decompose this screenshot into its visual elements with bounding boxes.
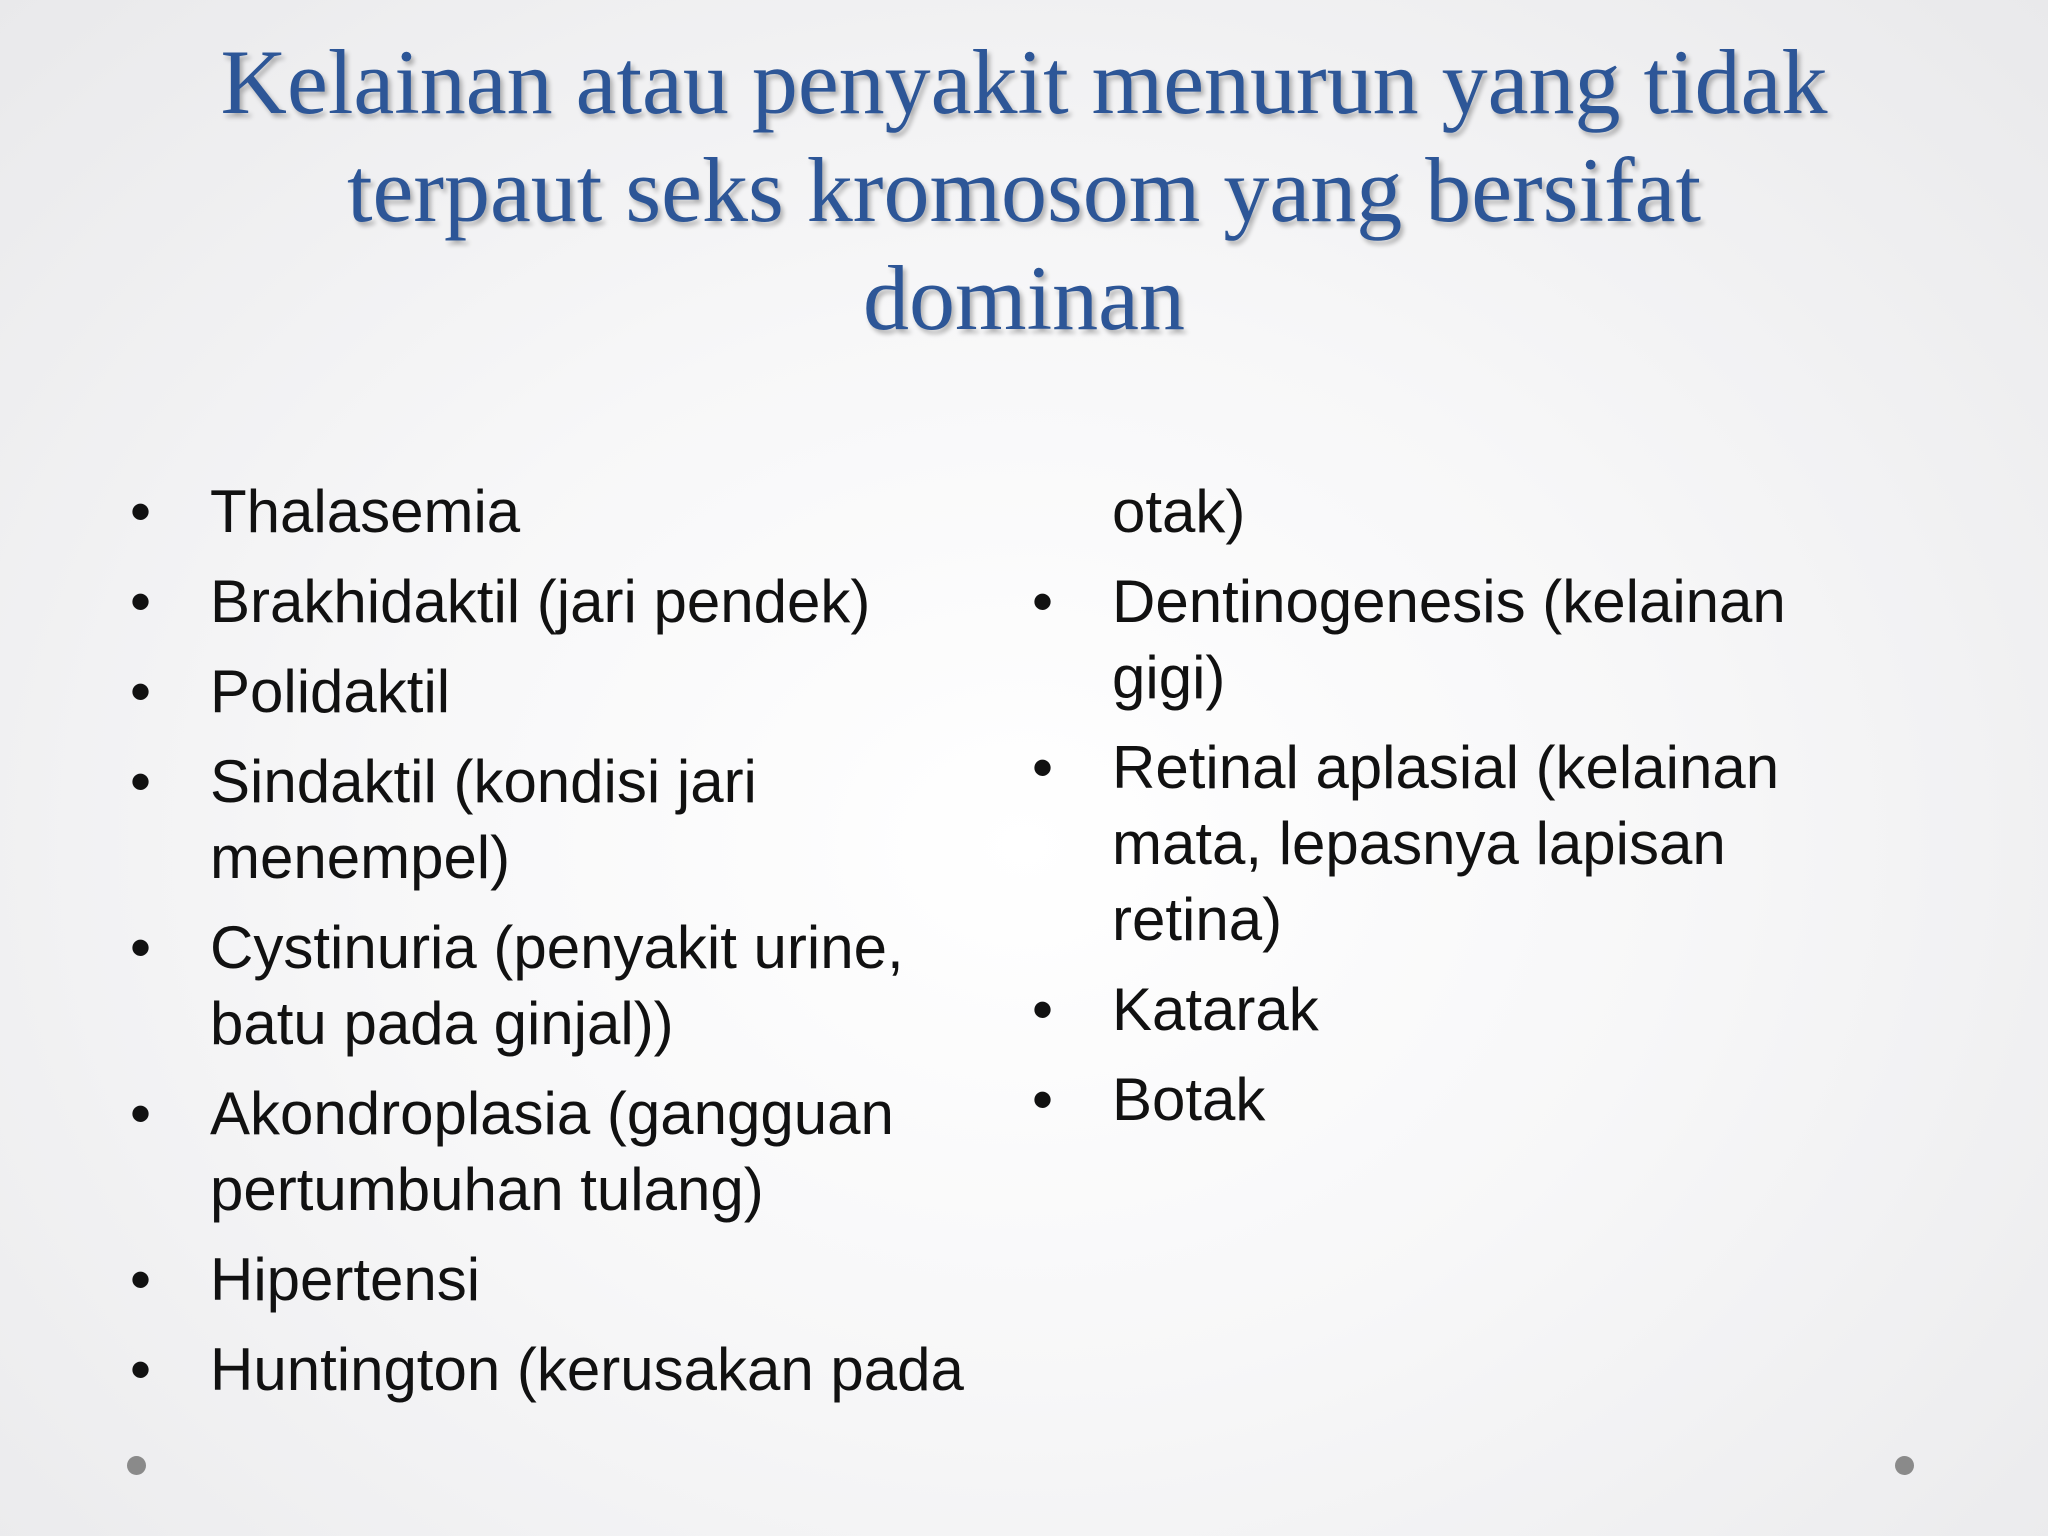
bullet-icon: • (1032, 734, 1054, 801)
decorative-dot-icon-left (127, 1456, 146, 1475)
left-bullet-list (130, 474, 1030, 1422)
list-item-text: Sindaktil (kondisi jari menempel) (210, 748, 757, 891)
right-bullet-list (1032, 474, 1932, 1152)
list-item-text: otak) (1112, 478, 1246, 545)
list-item-text: Akondroplasia (gangguan pertumbuhan tulang) (210, 1080, 894, 1223)
list-item (130, 910, 1030, 1062)
bullet-icon: • (1032, 976, 1054, 1043)
bullet-icon: • (130, 748, 152, 815)
bullet-icon: • (130, 478, 152, 545)
list-item (1032, 730, 1932, 958)
list-item-text: Botak (1112, 1066, 1266, 1133)
list-item-text: Katarak (1112, 976, 1319, 1043)
bullet-icon: • (130, 568, 152, 635)
list-item-text: Huntington (kerusakan pada (210, 1336, 964, 1403)
list-item-text: Brakhidaktil (jari pendek) (210, 568, 871, 635)
list-item-continuation (1032, 474, 1932, 550)
bullet-icon: • (1032, 1066, 1054, 1133)
decorative-dot-icon-right (1895, 1456, 1914, 1475)
list-item (130, 474, 1030, 550)
list-item (1032, 1062, 1932, 1138)
title-line-1: Kelainan atau penyakit menurun yang tidak (220, 31, 1828, 133)
bullet-icon: • (130, 1246, 152, 1313)
bullet-icon: • (130, 658, 152, 725)
list-item-text: Hipertensi (210, 1246, 481, 1313)
list-item-text: Thalasemia (210, 478, 521, 545)
list-item-text: Polidaktil (210, 658, 451, 725)
list-item (130, 654, 1030, 730)
list-item (130, 1076, 1030, 1228)
title-line-3: dominan (863, 247, 1185, 349)
bullet-icon: • (130, 1080, 152, 1147)
list-item (130, 1332, 1030, 1408)
list-item-text: Dentinogenesis (kelainan gigi) (1112, 568, 1786, 711)
list-item (130, 744, 1030, 896)
list-item (130, 564, 1030, 640)
list-item (130, 1242, 1030, 1318)
slide-title (80, 28, 1968, 352)
list-item-text: Cystinuria (penyakit urine, batu pada ginjal)) (210, 914, 904, 1057)
list-item (1032, 564, 1932, 716)
bullet-icon: • (130, 1336, 152, 1403)
bullet-icon: • (130, 914, 152, 981)
list-item (1032, 972, 1932, 1048)
list-item-text: Retinal aplasial (kelainan mata, lepasnya lapisan retina) (1112, 734, 1780, 953)
title-line-2: terpaut seks kromosom yang bersifat (346, 139, 1702, 241)
bullet-icon: • (1032, 568, 1054, 635)
